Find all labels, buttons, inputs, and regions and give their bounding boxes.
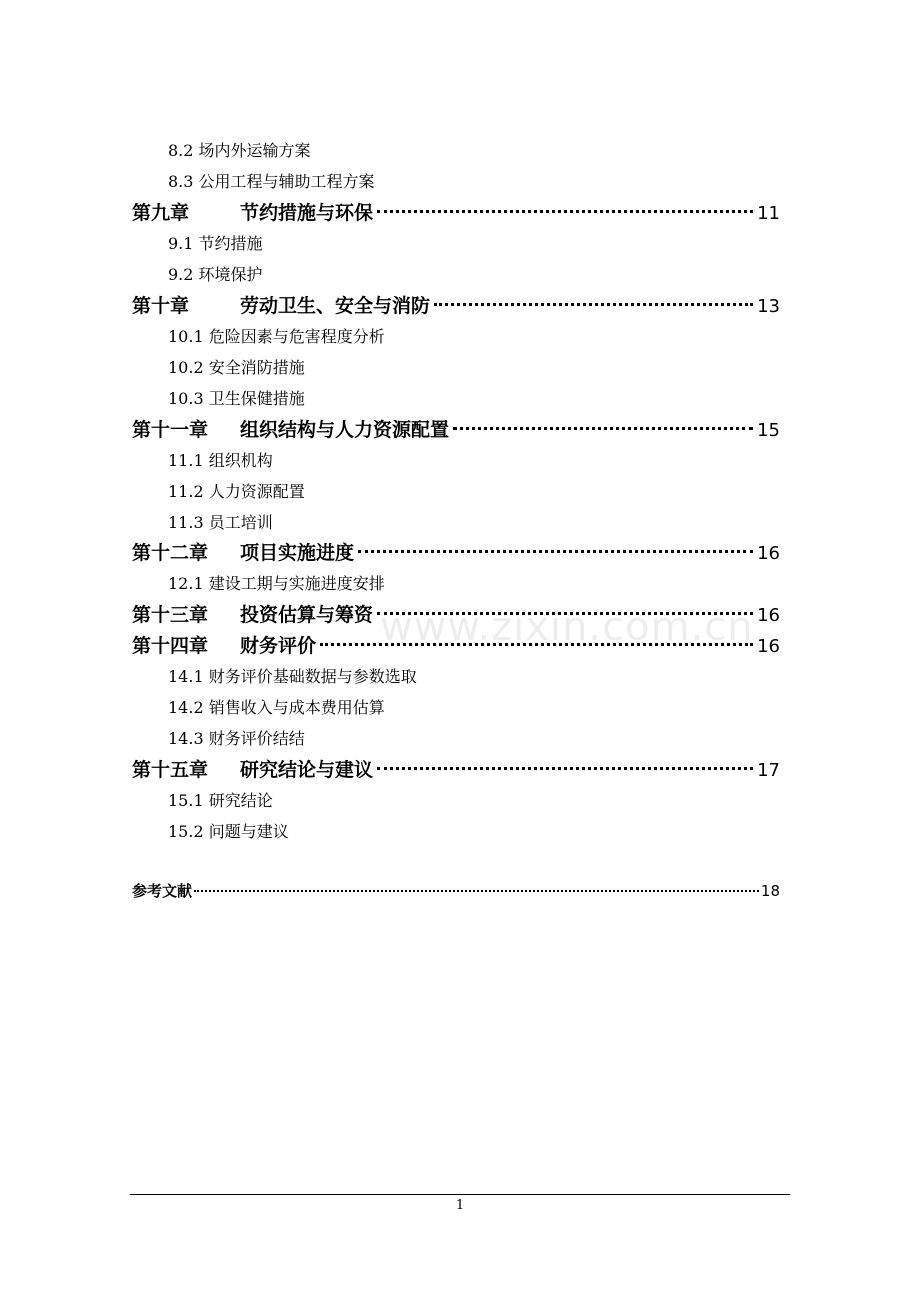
toc-chapter-number: 第九章: [132, 202, 190, 224]
toc-section-8-3[interactable]: [168, 169, 375, 192]
toc-chapter-title: 组织结构与人力资源配置: [240, 419, 450, 441]
toc-dot-leader: [377, 767, 753, 770]
toc-section-label: 14.2 销售收入与成本费用估算: [168, 698, 385, 717]
toc-section-label: 11.1 组织机构: [168, 451, 273, 470]
toc-chapter-9[interactable]: [132, 198, 780, 225]
toc-references-title: 参考文献: [132, 882, 193, 900]
toc-chapter-number: 第十五章: [132, 759, 209, 781]
toc-section-12-1[interactable]: [168, 571, 385, 594]
toc-chapter-11[interactable]: [132, 415, 780, 442]
footer-divider: [130, 1194, 790, 1195]
toc-section-9-1[interactable]: [168, 231, 263, 254]
toc-section-11-2[interactable]: [168, 479, 305, 502]
toc-page-number: 16: [757, 543, 780, 564]
toc-references[interactable]: [132, 880, 780, 901]
toc-dot-leader: [320, 643, 753, 646]
toc-chapter-number: 第十三章: [132, 604, 209, 626]
toc-section-label: 10.3 卫生保健措施: [168, 389, 305, 408]
toc-dot-leader: [377, 612, 753, 615]
toc-chapter-number: 第十四章: [132, 635, 209, 657]
toc-section-label: 8.3 公用工程与辅助工程方案: [168, 172, 375, 191]
toc-chapter-13[interactable]: [132, 600, 780, 627]
toc-chapter-title: 劳动卫生、安全与消防: [240, 295, 431, 317]
toc-chapter-title: 财务评价: [240, 635, 317, 657]
toc-section-label: 10.2 安全消防措施: [168, 358, 305, 377]
toc-section-15-2[interactable]: [168, 819, 289, 842]
toc-section-label: 10.1 危险因素与危害程度分析: [168, 327, 385, 346]
toc-chapter-title: 研究结论与建议: [240, 759, 374, 781]
toc-page-number: 18: [760, 882, 780, 900]
toc-dot-leader: [453, 427, 753, 430]
toc-dot-leader: [377, 210, 753, 213]
toc-section-14-2[interactable]: [168, 695, 385, 718]
toc-page-number: 16: [757, 636, 780, 657]
toc-chapter-15[interactable]: [132, 755, 780, 782]
toc-section-11-3[interactable]: [168, 510, 273, 533]
toc-chapter-10[interactable]: [132, 291, 780, 318]
toc-page-number: 16: [757, 605, 780, 626]
toc-section-10-1[interactable]: [168, 324, 385, 347]
toc-section-label: 15.2 问题与建议: [168, 822, 289, 841]
toc-section-15-1[interactable]: [168, 788, 273, 811]
toc-section-label: 9.1 节约措施: [168, 234, 263, 253]
watermark: www.zixin.com.cn: [380, 604, 754, 650]
toc-section-label: 9.2 环境保护: [168, 265, 263, 284]
toc-chapter-title: 节约措施与环保: [240, 202, 374, 224]
toc-page-number: 13: [757, 296, 780, 317]
toc-chapter-12[interactable]: [132, 538, 780, 565]
toc-dot-leader: [358, 550, 753, 553]
toc-section-8-2[interactable]: [168, 138, 311, 161]
toc-chapter-number: 第十一章: [132, 419, 209, 441]
toc-chapter-title: 投资估算与筹资: [240, 604, 374, 626]
toc-chapter-number: 第十章: [132, 295, 190, 317]
footer-page-number: 1: [455, 1198, 465, 1213]
toc-section-14-3[interactable]: [168, 726, 305, 749]
toc-chapter-number: 第十二章: [132, 542, 209, 564]
toc-dot-leader: [194, 890, 759, 892]
toc-dot-leader: [434, 303, 753, 306]
toc-section-label: 15.1 研究结论: [168, 791, 273, 810]
toc-section-10-2[interactable]: [168, 355, 305, 378]
toc-section-label: 14.1 财务评价基础数据与参数选取: [168, 667, 417, 686]
toc-section-label: 14.3 财务评价结结: [168, 729, 305, 748]
toc-section-label: 11.3 员工培训: [168, 513, 273, 532]
toc-page-number: 11: [757, 203, 780, 224]
toc-section-14-1[interactable]: [168, 664, 417, 687]
toc-section-9-2[interactable]: [168, 262, 263, 285]
toc-page-number: 17: [757, 760, 780, 781]
toc-chapter-14[interactable]: [132, 631, 780, 658]
toc-chapter-title: 项目实施进度: [240, 542, 355, 564]
toc-section-label: 12.1 建设工期与实施进度安排: [168, 574, 385, 593]
toc-section-label: 8.2 场内外运输方案: [168, 141, 311, 160]
toc-page-number: 15: [757, 420, 780, 441]
toc-section-label: 11.2 人力资源配置: [168, 482, 305, 501]
toc-section-10-3[interactable]: [168, 386, 305, 409]
toc-section-11-1[interactable]: [168, 448, 273, 471]
